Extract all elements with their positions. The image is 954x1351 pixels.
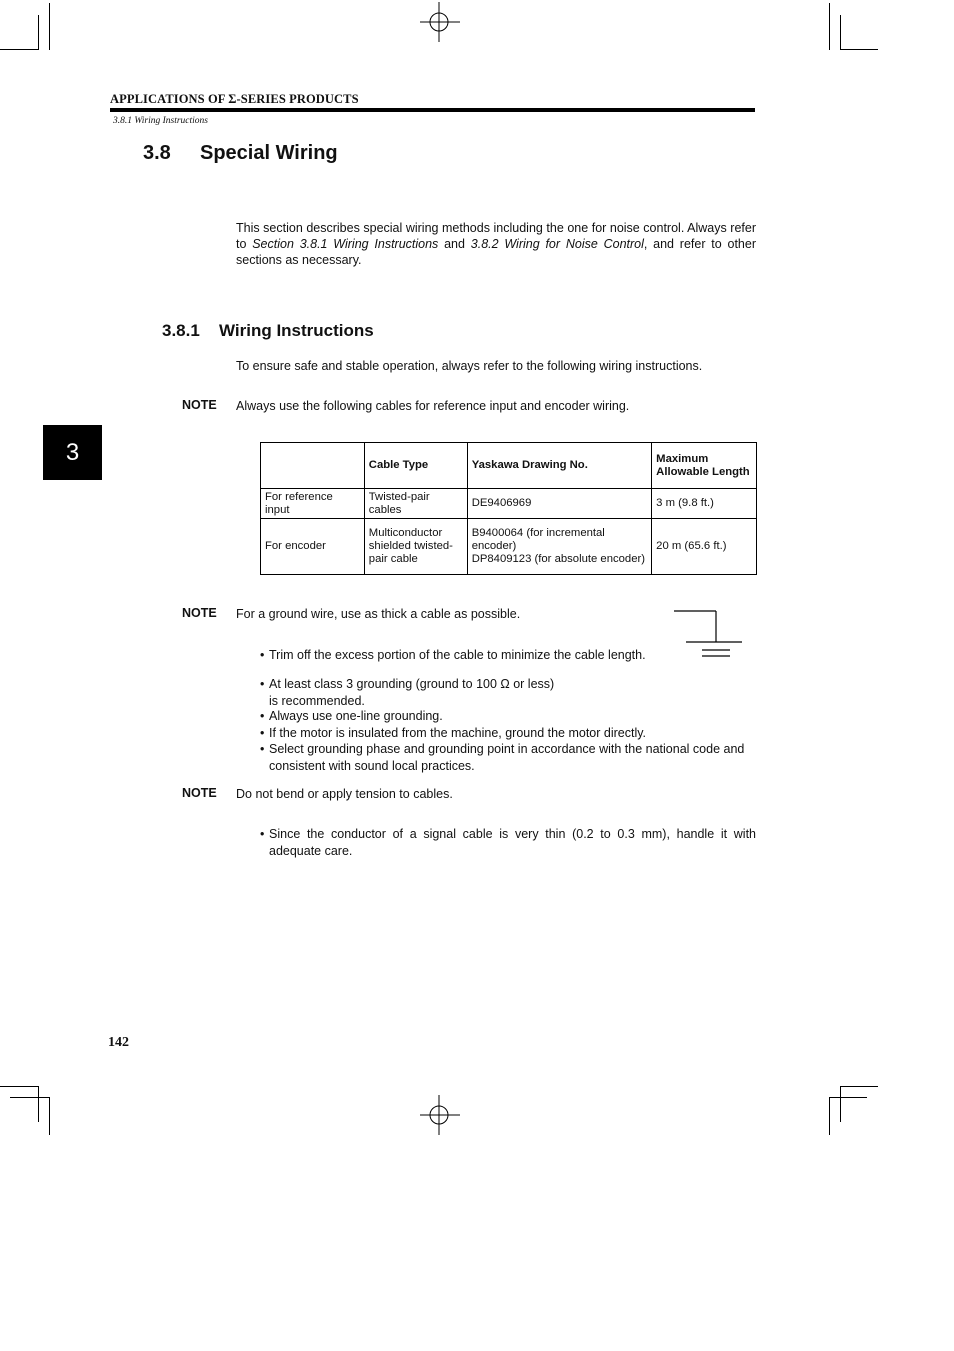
crop-mark (38, 1086, 39, 1122)
table-cell: For encoder (261, 519, 365, 575)
crop-mark (0, 1086, 38, 1087)
cable-table (260, 442, 757, 575)
crop-mark (840, 15, 841, 50)
subsection-number: 3.8.1 (162, 321, 200, 340)
table-header-cell (261, 443, 365, 489)
note-text: Always use the following cables for reference input and encoder wiring. (236, 399, 630, 413)
note-label: NOTE (182, 606, 217, 620)
crop-mark (10, 1097, 49, 1098)
list-item-text: At least class 3 grounding (ground to 100 Ω or less) is recommended. (269, 677, 555, 708)
note-text: Do not bend or apply tension to cables. (236, 787, 453, 801)
crop-mark (840, 49, 878, 50)
table-cell: Multiconductor shielded twisted-pair cable (364, 519, 467, 575)
table-header-cell: Cable Type (364, 443, 467, 489)
crop-mark (840, 1086, 878, 1087)
table-cell: DE9406969 (467, 489, 651, 519)
running-header-title: APPLICATIONS OF Σ-SERIES PRODUCTS (110, 92, 359, 106)
registration-mark-icon (420, 2, 460, 42)
table-cell: 3 m (9.8 ft.) (652, 489, 757, 519)
list-item: • Since the conductor of a signal cable is very thin (0.2 to 0.3 mm), handle it with adequate care. (260, 827, 756, 858)
crop-mark (49, 3, 50, 50)
list-item-text: Always use one-line grounding. (269, 709, 443, 723)
table-cell: For reference input (261, 489, 365, 519)
registration-mark-icon (420, 1095, 460, 1135)
section-title: Special Wiring (200, 142, 338, 164)
table-header-cell: Yaskawa Drawing No. (467, 443, 651, 489)
list-item-text: Trim off the excess portion of the cable to minimize the cable length. (269, 648, 646, 662)
header-rule (110, 108, 755, 112)
subsection-title: Wiring Instructions (219, 321, 374, 340)
note-text: For a ground wire, use as thick a cable as possible. (236, 607, 521, 621)
table-header-cell: Maximum Allowable Length (652, 443, 757, 489)
table-row (261, 489, 757, 519)
crop-mark (0, 49, 38, 50)
drawing-number: B9400064 (for incremental encoder) (471, 527, 605, 552)
crop-mark (829, 1097, 830, 1135)
list-item: • If the motor is insulated from the machine, ground the motor directly. (260, 726, 647, 740)
page-number: 142 (108, 1035, 129, 1050)
crop-mark (829, 1097, 867, 1098)
intro-text: , and refer to other sections as necessary. (236, 237, 757, 267)
crop-mark (829, 3, 830, 50)
subsection-intro: To ensure safe and stable operation, always refer to the following wiring instructions. (236, 359, 703, 373)
list-item: • Always use one-line grounding. (260, 709, 443, 723)
crop-mark (38, 15, 39, 50)
chapter-tab: 3 (43, 425, 102, 480)
intro-text: This section describes special wiring methods including the one for noise control. Always refer to (236, 221, 756, 251)
list-item: • Select grounding phase and grounding point in accordance with the national code and consistent with sound local practices. (260, 742, 745, 773)
list-item-text: If the motor is insulated from the machine, ground the motor directly. (269, 726, 647, 740)
intro-reference-link: 3.8.2 Wiring for Noise Control (470, 237, 644, 251)
running-header-subtitle: 3.8.1 Wiring Instructions (113, 116, 209, 126)
subsection-heading (162, 321, 374, 341)
crop-mark (49, 1097, 50, 1135)
table-cell (467, 519, 651, 575)
table-header-row (261, 443, 757, 489)
list-item-text: Since the conductor of a signal cable is very thin (0.2 to 0.3 mm), handle it with adequate care. (269, 827, 756, 858)
table-cell: 20 m (65.6 ft.) (652, 519, 757, 575)
list-item: • Trim off the excess portion of the cable to minimize the cable length. (260, 648, 646, 662)
list-item: • At least class 3 grounding (ground to 100 Ω or less) is recommended. (260, 677, 555, 708)
intro-reference-link: Section 3.8.1 Wiring Instructions (252, 237, 439, 251)
table-row (261, 519, 757, 575)
drawing-number: DP8409123 (for absolute encoder) (471, 553, 646, 565)
section-heading (143, 142, 338, 165)
table-cell: Twisted-pair cables (364, 489, 467, 519)
section-intro (236, 220, 756, 268)
note-label: NOTE (182, 398, 217, 412)
list-item-text: Select grounding phase and grounding point in accordance with the national code and consistent with sound local practices. (269, 742, 745, 773)
note-label: NOTE (182, 786, 217, 800)
section-number: 3.8 (143, 142, 171, 164)
crop-mark (840, 1086, 841, 1122)
intro-text: and (438, 237, 471, 251)
